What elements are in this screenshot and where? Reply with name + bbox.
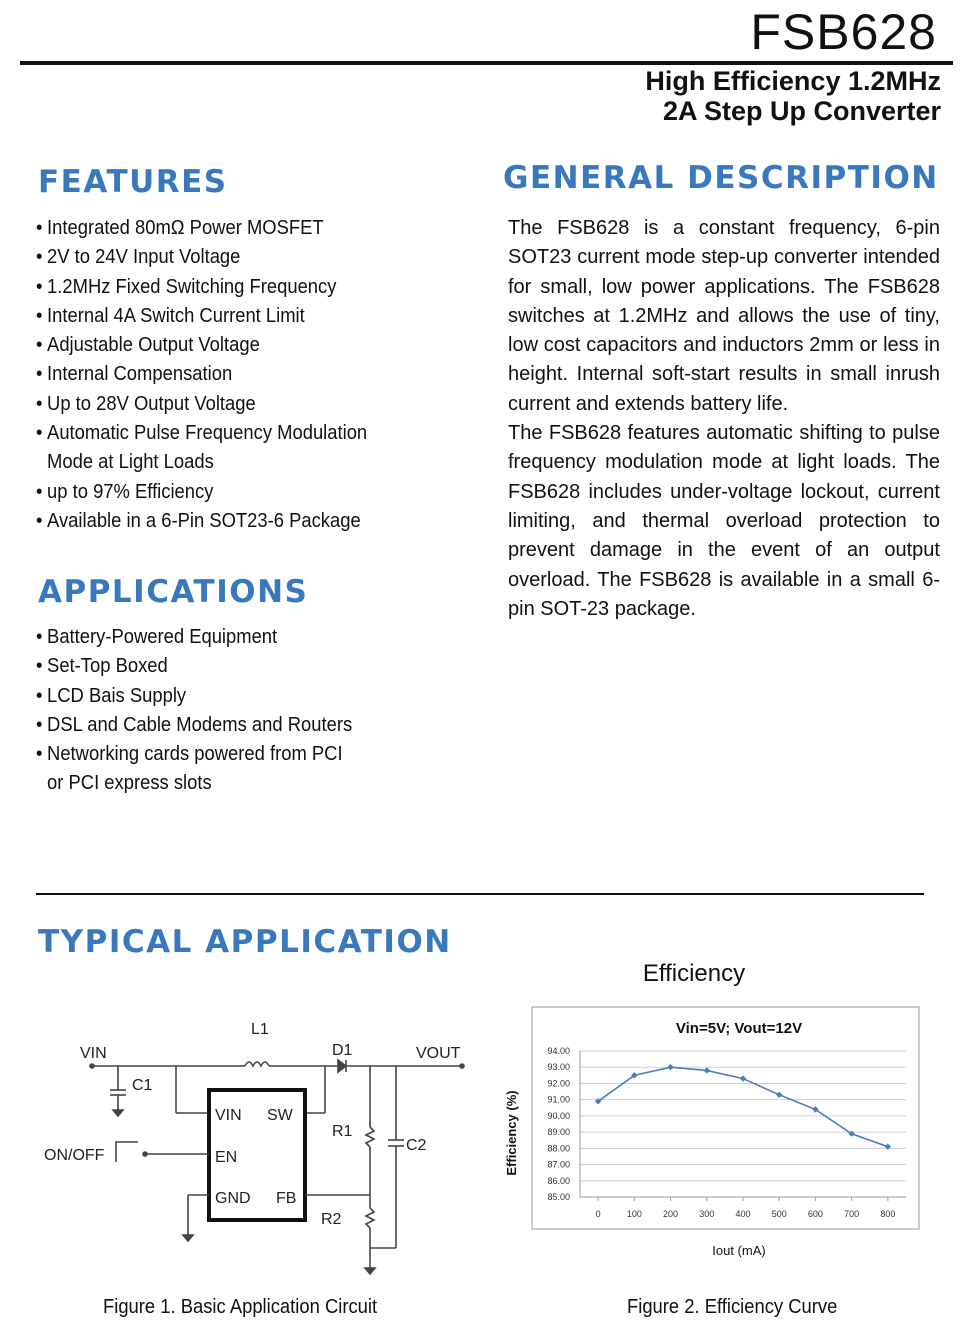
vout-label: VOUT <box>416 1045 461 1062</box>
part-number: FSB628 <box>750 4 937 60</box>
feature-item: • 2V to 24V Input Voltage <box>36 243 367 272</box>
r1-resistor <box>366 1127 374 1147</box>
ground-icon <box>365 1268 375 1274</box>
general-description-body <box>508 214 940 624</box>
chart-y-tick-label: 87.00 <box>547 1159 570 1170</box>
r2-resistor <box>366 1208 374 1228</box>
chart-x-tick-label: 0 <box>595 1209 601 1219</box>
inductor-symbol <box>245 1062 269 1066</box>
chart-x-tick-label: 400 <box>735 1209 751 1219</box>
feature-item: • Internal Compensation <box>36 360 367 389</box>
r2-label: R2 <box>321 1211 342 1228</box>
pin-vin-label: VIN <box>215 1107 242 1124</box>
description-paragraph-1: The FSB628 is a constant frequency, 6-pin SOT23 current mode step-up converter intended for small, low power applications. The FSB628 switches at 1.2MHz and allows the use of tiny, low cost capacitors and inductors 2mm or less in height. Internal soft-start results in small inrush current and extends battery life. <box>508 217 940 415</box>
chart-y-tick-label: 92.00 <box>547 1078 570 1089</box>
chart-x-tick-label: 200 <box>663 1209 679 1219</box>
chart-y-tick-label: 91.00 <box>547 1094 570 1105</box>
feature-item: • Integrated 80mΩ Power MOSFET <box>36 214 367 243</box>
pin-gnd-label: GND <box>215 1190 251 1207</box>
chart-subtitle: Vin=5V; Vout=12V <box>675 1020 803 1037</box>
vout-node <box>460 1064 464 1068</box>
vin-label: VIN <box>80 1045 107 1062</box>
feature-item <box>36 419 367 478</box>
chart-x-tick-label: 700 <box>844 1209 860 1219</box>
application-circuit-diagram <box>40 1010 480 1280</box>
features-heading: FEATURES <box>38 164 228 200</box>
application-item: • Set-Top Boxed <box>36 652 352 681</box>
chart-y-axis-label: Efficiency (%) <box>504 1090 519 1176</box>
chart-y-tick-label: 94.00 <box>547 1046 570 1056</box>
chart-x-tick-label: 600 <box>807 1209 823 1219</box>
figure-1-caption: Figure 1. Basic Application Circuit <box>103 1296 378 1318</box>
chart-x-tick-label: 800 <box>880 1209 896 1219</box>
feature-item-continuation: Mode at Light Loads <box>47 451 214 474</box>
chart-x-axis-label: Iout (mA) <box>712 1243 766 1258</box>
vin-node <box>90 1064 94 1068</box>
pin-en-label: EN <box>215 1149 238 1166</box>
feature-item: • up to 97% Efficiency <box>36 478 367 507</box>
c2-label: C2 <box>406 1137 427 1154</box>
chart-y-tick-label: 85.00 <box>547 1192 570 1202</box>
application-item-continuation: or PCI express slots <box>47 772 212 795</box>
l1-label: L1 <box>251 1021 269 1038</box>
applications-list <box>36 623 380 799</box>
applications-heading: APPLICATIONS <box>38 574 309 610</box>
header-rule <box>20 61 953 65</box>
section-rule <box>36 893 924 895</box>
feature-item: • Internal 4A Switch Current Limit <box>36 302 367 331</box>
onoff-label: ON/OFF <box>44 1147 105 1164</box>
application-item <box>36 740 352 799</box>
chart-x-tick-label: 300 <box>699 1209 715 1219</box>
application-item: • LCD Bais Supply <box>36 682 352 711</box>
subtitle-line-1: High Efficiency 1.2MHz <box>645 66 941 96</box>
chart-title: Efficiency <box>642 960 746 987</box>
description-paragraph-2: The FSB628 features automatic shifting to pulse frequency modulation mode at light loads. The FSB628 includes under-voltage lockout, current limiting, and thermal overload protection to prevent damage in the event of an output overload. The FSB628 is available in a small 6-pin SOT-23 package. <box>508 422 940 620</box>
ground-icon <box>113 1110 123 1116</box>
chart-y-tick-label: 89.00 <box>547 1127 570 1138</box>
feature-item: • Up to 28V Output Voltage <box>36 390 367 419</box>
subtitle-line-2: 2A Step Up Converter <box>662 96 941 126</box>
chart-frame <box>532 1007 919 1229</box>
onoff-switch <box>116 1142 138 1162</box>
feature-item: • Available in a 6-Pin SOT23-6 Package <box>36 507 367 536</box>
feature-item: • 1.2MHz Fixed Switching Frequency <box>36 273 367 302</box>
feature-item: • Adjustable Output Voltage <box>36 331 367 360</box>
chart-y-tick-label: 90.00 <box>547 1110 570 1121</box>
chart-y-tick-label: 93.00 <box>547 1062 570 1073</box>
feature-item-text: Automatic Pulse Frequency Modulation <box>47 422 368 445</box>
r1-label: R1 <box>332 1123 353 1140</box>
typical-application-heading: TYPICAL APPLICATION <box>38 924 452 960</box>
application-item: • Battery-Powered Equipment <box>36 623 352 652</box>
application-item: • DSL and Cable Modems and Routers <box>36 711 352 740</box>
d1-label: D1 <box>332 1042 353 1059</box>
application-item-text: Networking cards powered from PCI <box>47 743 343 766</box>
diode-symbol <box>338 1060 346 1072</box>
chart-y-tick-label: 86.00 <box>547 1175 570 1186</box>
onoff-node <box>143 1152 147 1156</box>
pin-sw-label: SW <box>267 1107 293 1124</box>
chart-y-tick-label: 88.00 <box>547 1143 570 1154</box>
figure-2-caption: Figure 2. Efficiency Curve <box>627 1296 838 1318</box>
chart-x-tick-label: 500 <box>771 1209 787 1219</box>
features-list <box>36 214 396 536</box>
ground-icon <box>183 1235 193 1241</box>
general-description-heading: GENERAL DESCRIPTION <box>503 160 939 196</box>
pin-fb-label: FB <box>276 1190 297 1207</box>
c1-label: C1 <box>132 1077 153 1094</box>
efficiency-chart <box>500 955 930 1275</box>
chart-x-tick-label: 100 <box>626 1209 642 1219</box>
